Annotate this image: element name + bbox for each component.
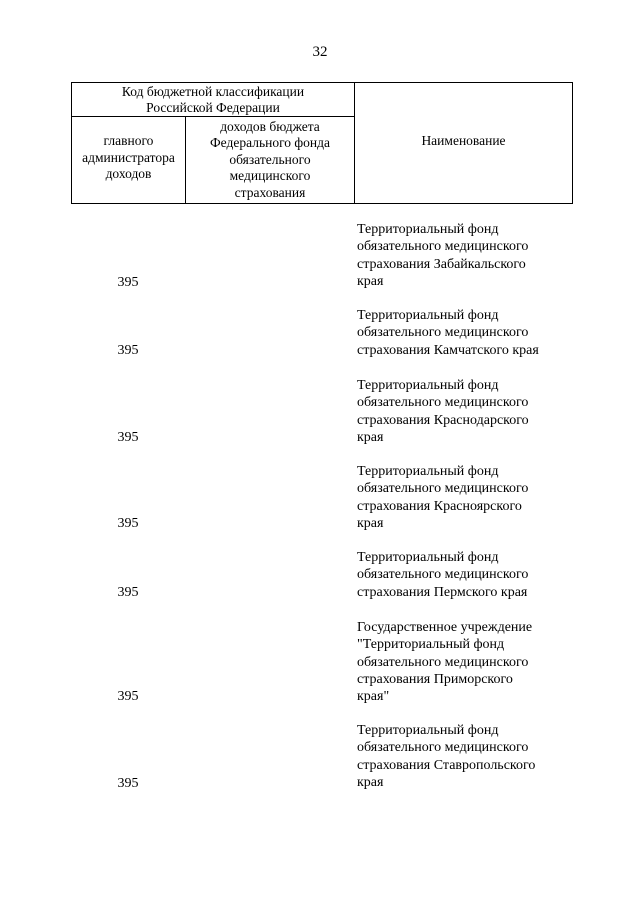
header-name-column [355,83,572,203]
header-name-label: Наименование [421,132,506,148]
header-budget-code [72,83,355,117]
row-admin-code: 395 [117,275,139,290]
page-number: 32 [312,44,328,60]
table-header [71,82,573,204]
row-admin-code: 395 [117,343,139,358]
row-admin-code: 395 [117,516,139,531]
header-admin-column [72,117,186,203]
row-admin-code: 395 [117,689,139,704]
row-admin-code: 395 [117,430,139,445]
row-name: Государственное учреждение "Территориальный фонд обязательного медицинского страхования Приморского края" [357,620,533,705]
row-name: Территориальный фонд обязательного медицинского страхования Пермского края [357,550,529,600]
header-income-column [186,117,355,203]
row-admin-code: 395 [117,776,139,791]
row-name: Территориальный фонд обязательного медицинского страхования Ставропольского края [357,723,536,790]
header-income-label: доходов бюджета Федерального фонда обязательного медицинского страхования [210,118,330,200]
row-admin-code: 395 [117,585,139,600]
row-name: Территориальный фонд обязательного медицинского страхования Камчатского края [357,308,539,358]
row-name: Территориальный фонд обязательного медицинского страхования Краснодарского края [357,378,529,445]
header-budget-code-label: Код бюджетной классификации Российской Федерации [121,84,305,115]
row-name: Территориальный фонд обязательного медицинского страхования Забайкальского края [357,222,529,289]
header-admin-label: главного администратора доходов [82,133,175,182]
row-name: Территориальный фонд обязательного медицинского страхования Красноярского края [357,464,529,531]
